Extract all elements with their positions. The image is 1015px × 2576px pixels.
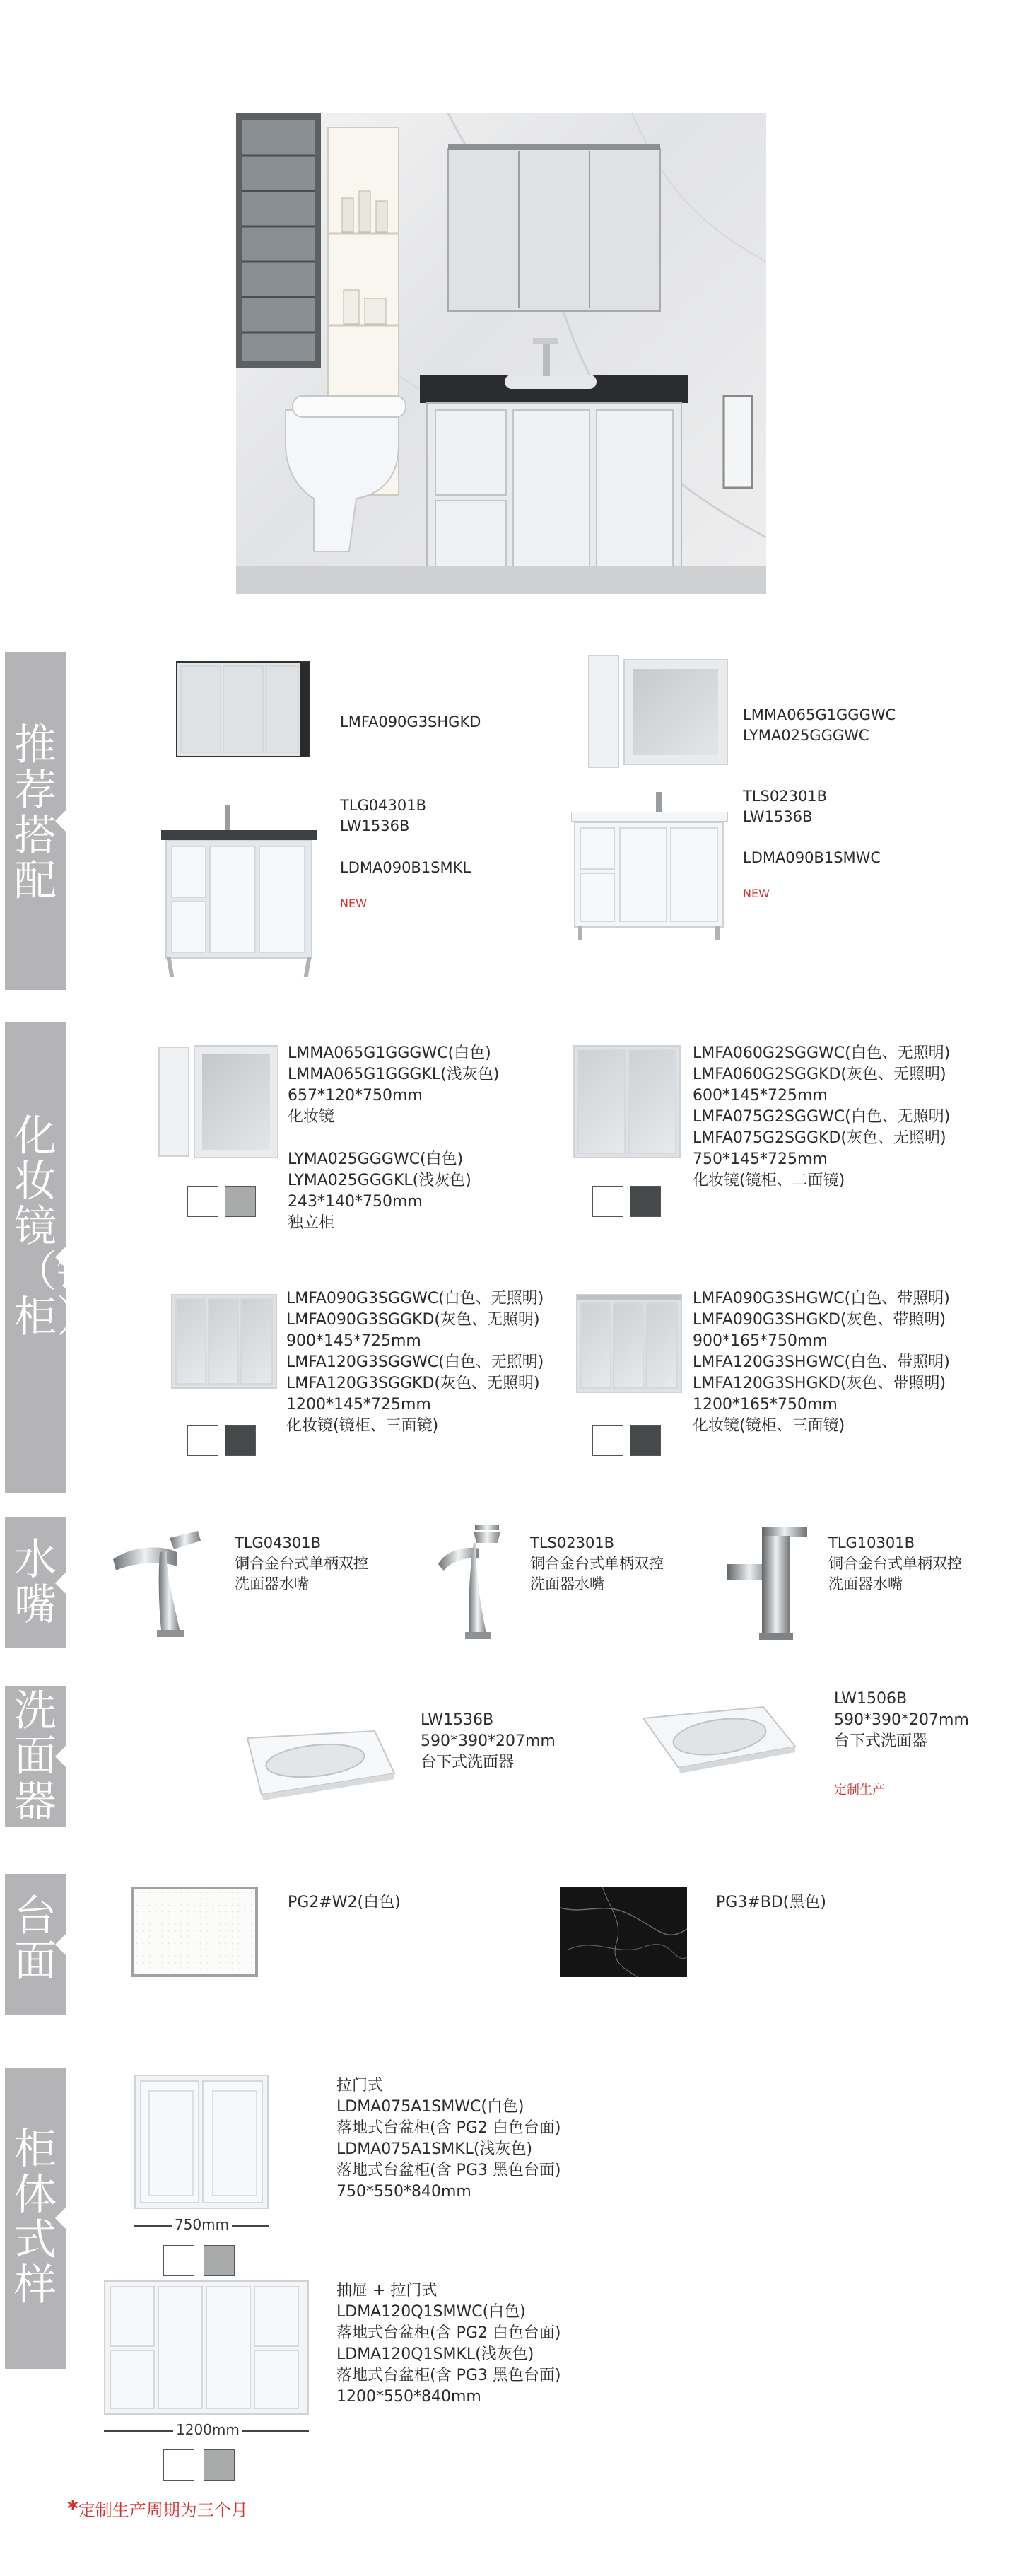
- mirror-item1-line7: 243*140*750mm: [288, 1193, 423, 1211]
- section-tab-basin: [5, 1686, 66, 1827]
- faucet-1-model: TLG04301B: [235, 1534, 322, 1551]
- basin-1-desc: 台下式洗面器: [421, 1754, 515, 1771]
- footnote-text: 定制生产周期为三个月: [78, 2500, 248, 2520]
- section-label-basin: 洗面器: [14, 1686, 57, 1826]
- faucet-2-desc1: 铜合金台式单柄双控: [530, 1555, 664, 1572]
- color-swatch-dark: [630, 1186, 661, 1217]
- mirror-item4-line1: LMFA090G3SHGWC(白色、带照明): [693, 1290, 950, 1307]
- color-swatch-dark: [630, 1425, 661, 1456]
- section-tab-mirror: [5, 1022, 99, 1493]
- mirror-item2-line4: LMFA075G2SGGWC(白色、无照明): [693, 1108, 951, 1126]
- mirror-item3-line1: LMFA090G3SGGWC(白色、无照明): [286, 1290, 544, 1307]
- mirror-item2-line2: LMFA060G2SGGKD(灰色、无照明): [693, 1066, 946, 1083]
- mirror-item2-line5: LMFA075G2SGGKD(灰色、无照明): [693, 1129, 946, 1147]
- mirror-item1-line8: 独立柜: [288, 1214, 335, 1232]
- color-swatch-gray: [204, 2245, 235, 2276]
- cabinet-1-line4: LDMA075A1SMKL(浅灰色): [336, 2140, 533, 2158]
- section-tab-cabinet: [5, 2068, 66, 2369]
- cabinet-2-line4: LDMA120Q1SMKL(浅灰色): [336, 2345, 534, 2363]
- section-label-recommend: 推荐搭配: [14, 721, 57, 906]
- recommend-left-cabinet-model: LDMA090B1SMKL: [340, 859, 471, 876]
- mirror-item2-image: [573, 1045, 681, 1158]
- color-swatch-gray: [225, 1186, 256, 1217]
- cabinet-2-dimension-label: 1200mm: [173, 2421, 242, 2438]
- mirror-item1-line5: LYMA025GGGWC(白色): [288, 1150, 464, 1168]
- recommend-left-faucet-line2: LW1536B: [340, 817, 410, 834]
- basin-2-image: [636, 1697, 799, 1775]
- faucet-2-model: TLS02301B: [530, 1534, 615, 1551]
- faucet-1-image: [106, 1524, 212, 1640]
- tab-notch: [55, 1933, 66, 1956]
- cabinet-1-line6: 750*550*840mm: [336, 2183, 471, 2201]
- cabinet-1-image: [134, 2075, 269, 2209]
- color-swatch-gray: [204, 2449, 235, 2481]
- section-label-faucet: 水嘴: [14, 1535, 57, 1630]
- hero-photo: [236, 113, 766, 594]
- cabinet-1-line1: 拉门式: [336, 2077, 384, 2094]
- recommend-right-faucet-line2: LW1536B: [743, 808, 813, 825]
- color-swatch-dark: [225, 1425, 256, 1456]
- mirror-item2-line3: 600*145*725mm: [693, 1087, 828, 1105]
- mirror-with-side-cabinet-image: [588, 655, 729, 768]
- faucet-2-image: [424, 1522, 516, 1642]
- basin-2-desc: 台下式洗面器: [834, 1732, 928, 1750]
- cabinet-1-line5: 落地式台盆柜(含 PG3 黑色台面): [336, 2162, 561, 2179]
- basin-2-model: LW1506B: [834, 1690, 908, 1708]
- section-tab-counter: [5, 1874, 66, 2015]
- recommend-left-faucet-line1: TLG04301B: [340, 797, 427, 814]
- cabinet-1-line3: 落地式台盆柜(含 PG2 白色台面): [336, 2119, 561, 2137]
- cabinet-2-line5: 落地式台盆柜(含 PG3 黑色台面): [336, 2367, 561, 2384]
- mirror-item1-line6: LYMA025GGGKL(浅灰色): [288, 1172, 471, 1189]
- counter-white-label: PG2#W2(白色): [288, 1894, 401, 1911]
- section-label-mirror: 化妆镜（镜柜）: [14, 1112, 99, 1342]
- vanity-white-image: [571, 792, 727, 940]
- counter-black-swatch: [560, 1887, 687, 1977]
- faucet-3-image: [720, 1522, 819, 1642]
- recommend-right-faucet-line1: TLS02301B: [743, 788, 828, 805]
- mirror-item4-line4: LMFA120G3SHGWC(白色、带照明): [693, 1353, 950, 1371]
- basin-1-size: 590*390*207mm: [421, 1732, 556, 1750]
- vanity-gray-image: [161, 805, 317, 978]
- mirror-item2-line7: 化妆镜(镜柜、二面镜): [693, 1172, 845, 1189]
- cabinet-2-line3: 落地式台盆柜(含 PG2 白色台面): [336, 2324, 561, 2342]
- mirror-item3-line5: LMFA120G3SGGKD(灰色、无照明): [286, 1375, 540, 1392]
- cabinet-2-line1: 抽屉 + 拉门式: [336, 2282, 438, 2300]
- color-swatch-white: [163, 2245, 194, 2276]
- mirror-item1-line4: 化妆镜: [288, 1108, 335, 1126]
- color-swatch-white: [187, 1186, 218, 1217]
- mirror-item3-line2: LMFA090G3SGGKD(灰色、无照明): [286, 1311, 540, 1329]
- mirror-item3-image: [171, 1294, 277, 1389]
- recommend-right-cabinet-model: LDMA090B1SMWC: [743, 849, 881, 866]
- faucet-3-desc2: 洗面器水嘴: [828, 1575, 903, 1592]
- mirror-item2-line6: 750*145*725mm: [693, 1150, 828, 1168]
- counter-black-label: PG3#BD(黑色): [716, 1894, 826, 1911]
- mirror-item1-image: [158, 1045, 278, 1158]
- faucet-1-desc2: 洗面器水嘴: [235, 1575, 309, 1592]
- basin-1-image: [233, 1724, 396, 1802]
- basin-2-size: 590*390*207mm: [834, 1711, 969, 1729]
- mirror-item3-line7: 化妆镜(镜柜、三面镜): [286, 1417, 439, 1435]
- recommend-left-mirror-model: LMFA090G3SHGKD: [340, 713, 481, 730]
- cabinet-2-image: [104, 2280, 309, 2415]
- tab-notch: [55, 1572, 66, 1595]
- tab-notch: [55, 2207, 66, 2230]
- mirror-item4-line3: 900*165*750mm: [693, 1332, 828, 1350]
- recommend-right-new-badge: NEW: [743, 887, 770, 900]
- faucet-1-desc1: 铜合金台式单柄双控: [235, 1555, 368, 1572]
- mirror-item4-line6: 1200*165*750mm: [693, 1396, 838, 1414]
- color-swatch-white: [187, 1425, 218, 1456]
- color-swatch-white: [592, 1186, 623, 1217]
- mirror-item3-line4: LMFA120G3SGGWC(白色、无照明): [286, 1353, 544, 1371]
- mirror-item1-line3: 657*120*750mm: [288, 1087, 423, 1105]
- mirror-cabinet-dark-image: [176, 661, 310, 757]
- recommend-right-mirror-line2: LYMA025GGGWC: [743, 727, 869, 744]
- color-swatch-white: [163, 2449, 194, 2481]
- counter-white-swatch: [131, 1887, 258, 1977]
- cabinet-2-line2: LDMA120Q1SMWC(白色): [336, 2303, 526, 2321]
- mirror-item4-line2: LMFA090G3SHGKD(灰色、带照明): [693, 1311, 946, 1329]
- cabinet-1-line2: LDMA075A1SMWC(白色): [336, 2098, 524, 2116]
- tab-notch: [55, 810, 66, 832]
- mirror-item1-line2: LMMA065G1GGGKL(浅灰色): [288, 1066, 500, 1083]
- basin-1-model: LW1536B: [421, 1711, 494, 1729]
- faucet-3-model: TLG10301B: [828, 1534, 915, 1551]
- footnote-star: *: [67, 2497, 78, 2522]
- bathroom-illustration: [236, 113, 766, 594]
- mirror-item3-line3: 900*145*725mm: [286, 1332, 421, 1350]
- recommend-left-new-badge: NEW: [340, 897, 367, 910]
- section-tab-faucet: [5, 1517, 66, 1648]
- section-label-cabinet: 柜体式样: [14, 2125, 57, 2310]
- mirror-item4-image: [576, 1294, 682, 1393]
- mirror-item1-line1: LMMA065G1GGGWC(白色): [288, 1044, 491, 1062]
- section-tab-recommend: [5, 652, 66, 990]
- section-label-counter: 台面: [14, 1892, 57, 1986]
- mirror-item2-line1: LMFA060G2SGGWC(白色、无照明): [693, 1044, 951, 1062]
- footnote: [67, 2499, 248, 2521]
- color-swatch-white: [592, 1425, 623, 1456]
- mirror-item3-line6: 1200*145*725mm: [286, 1396, 431, 1414]
- faucet-2-desc2: 洗面器水嘴: [530, 1575, 604, 1592]
- recommend-right-mirror-line1: LMMA065G1GGGWC: [743, 706, 896, 723]
- mirror-item4-line7: 化妆镜(镜柜、三面镜): [693, 1417, 845, 1435]
- basin-2-custom-note: 定制生产: [834, 1783, 885, 1797]
- cabinet-2-line6: 1200*550*840mm: [336, 2388, 481, 2406]
- mirror-item4-line5: LMFA120G3SHGKD(灰色、带照明): [693, 1375, 946, 1392]
- faucet-3-desc1: 铜合金台式单柄双控: [828, 1555, 962, 1572]
- cabinet-1-dimension-label: 750mm: [172, 2216, 232, 2233]
- tab-notch: [55, 1745, 66, 1768]
